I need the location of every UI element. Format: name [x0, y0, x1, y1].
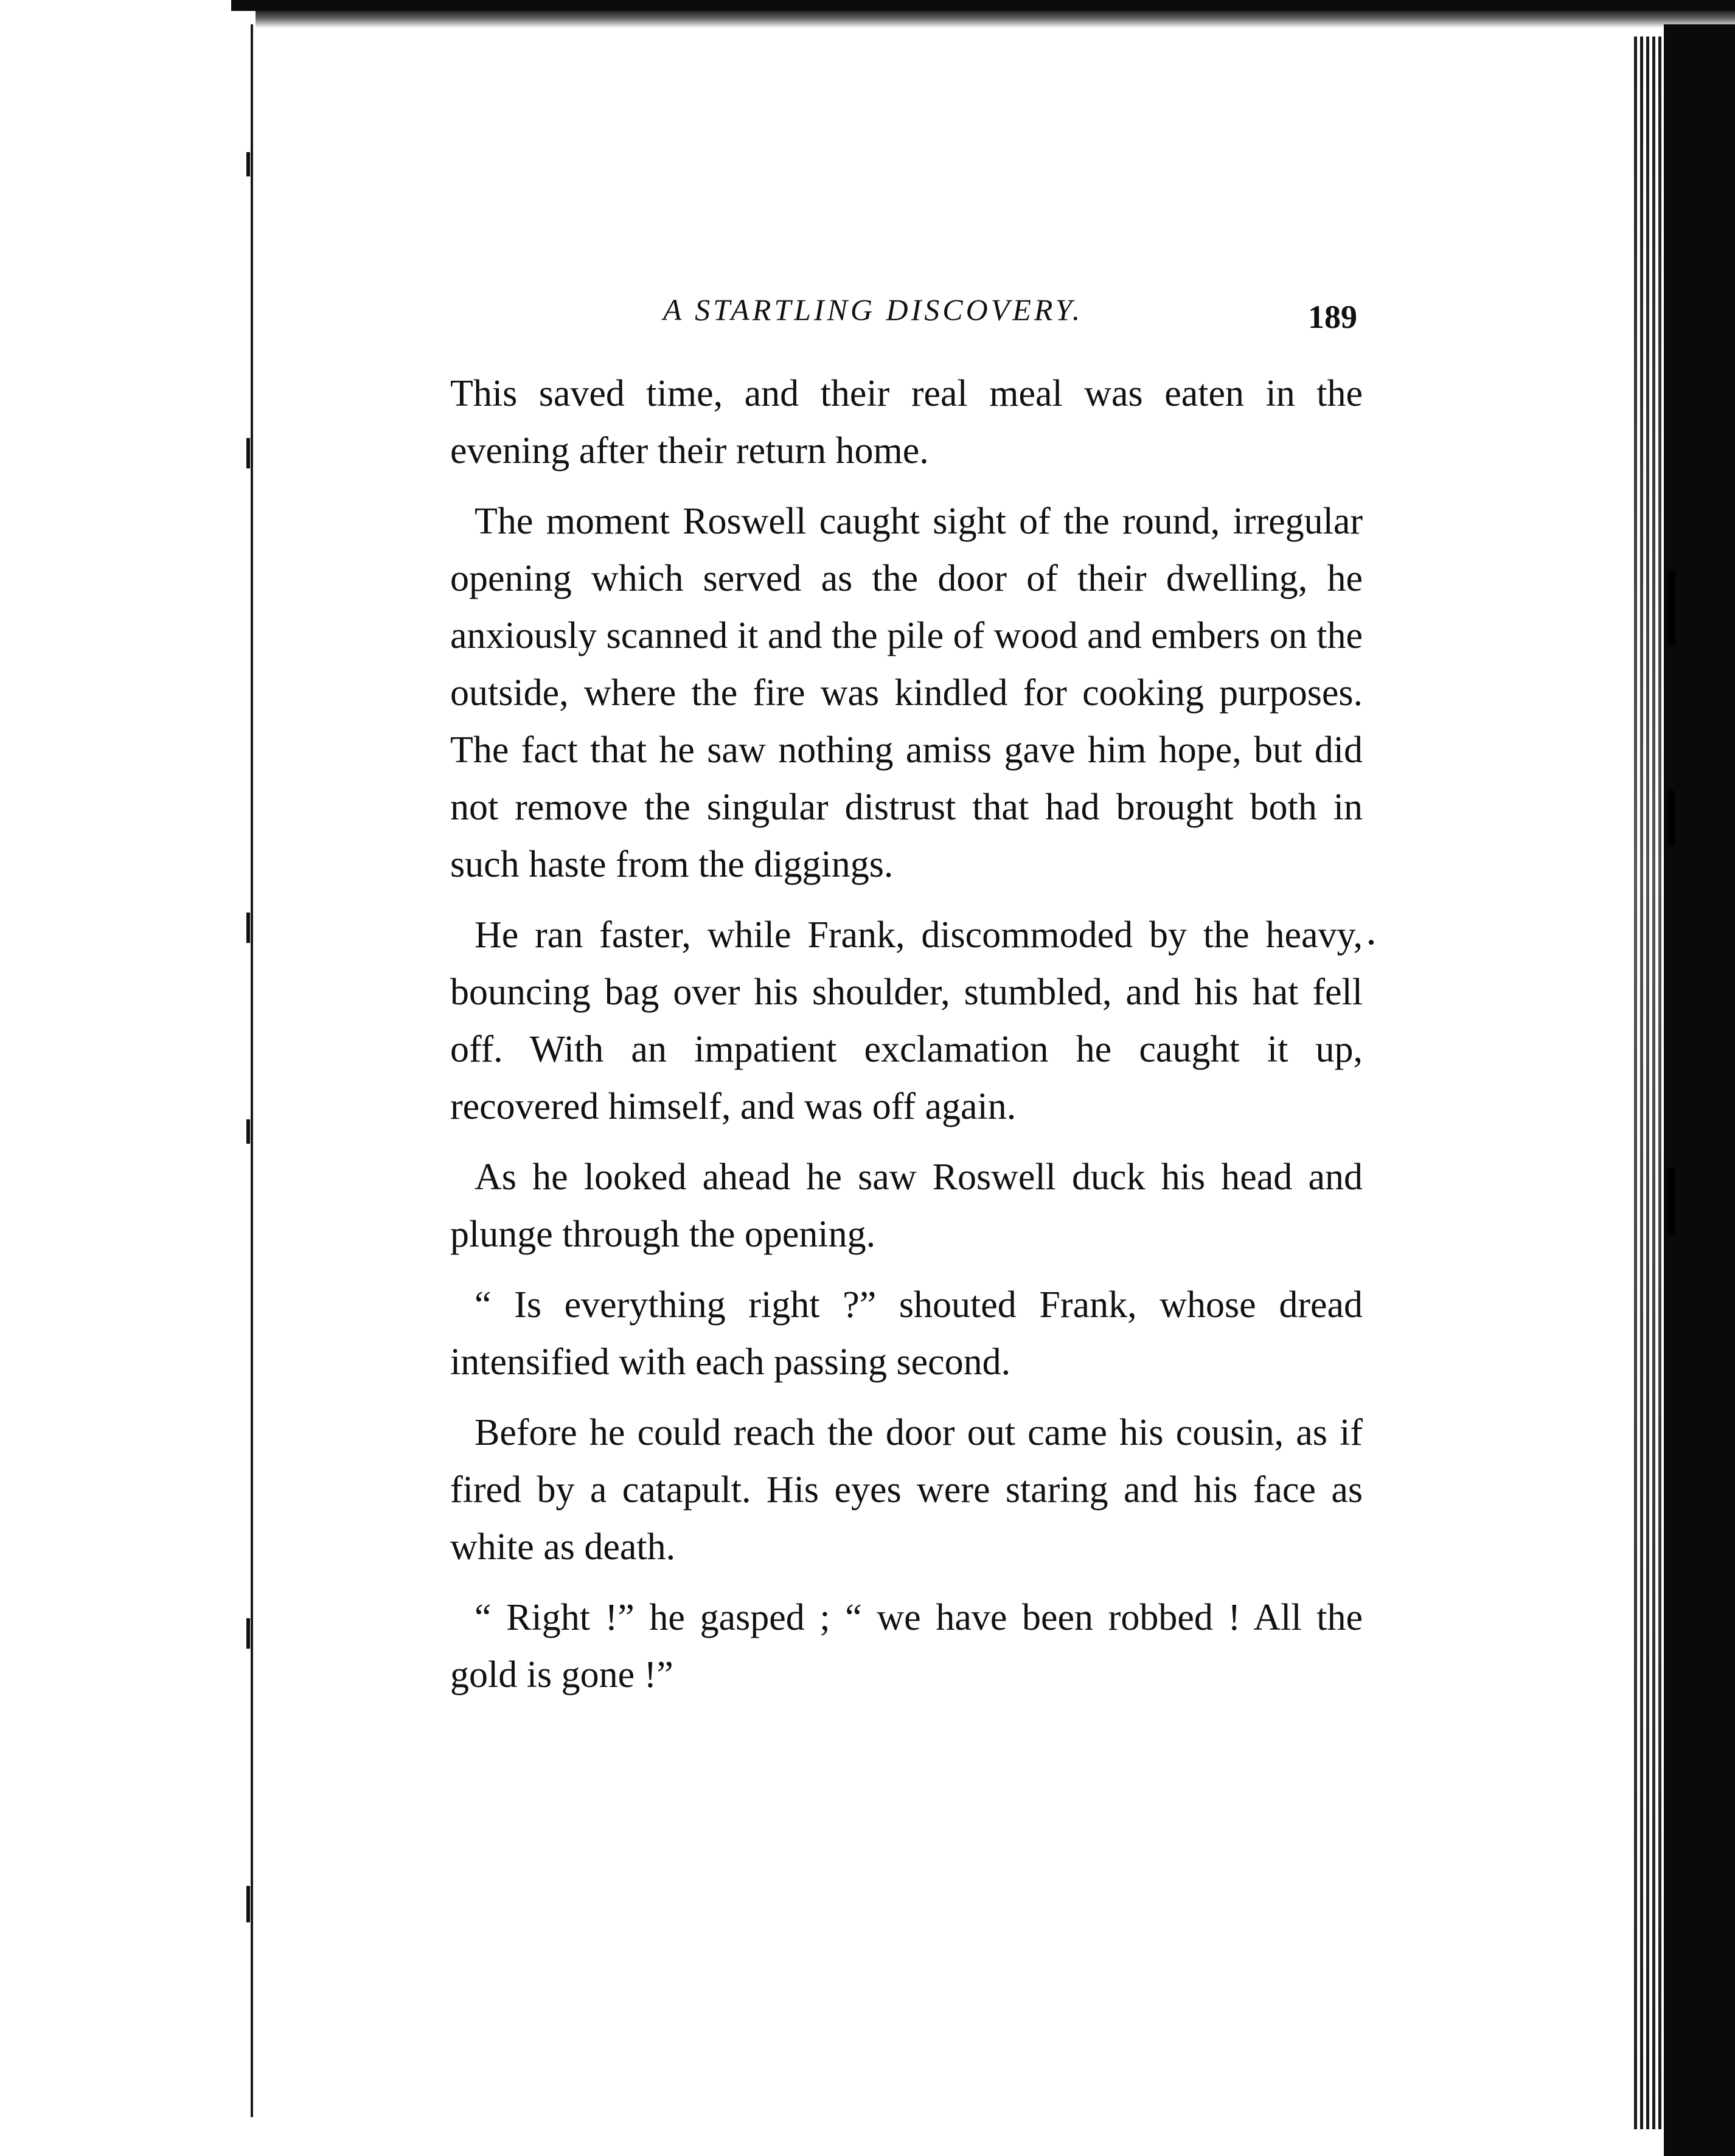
edge-tick: [1668, 572, 1675, 645]
stray-mark: [1369, 940, 1374, 945]
scan-top-shadow: [256, 11, 1735, 28]
edge-tick: [1668, 791, 1675, 846]
running-head: A STARTLING DISCOVERY.: [663, 293, 1083, 327]
paragraph: He ran faster, while Frank, discommoded by the heavy, bouncing bag over his shoulder, stumbled, and his hat fell off. With an impatient exclamation he caught it up, recovered himself, and was off again.: [450, 914, 1363, 1127]
body-text: [450, 365, 1363, 1717]
page-edges-highlight: [1634, 37, 1666, 2129]
gutter-mark: [246, 1886, 250, 1922]
gutter-mark: [246, 438, 250, 468]
paragraph: Before he could reach the door out came his cousin, as if fired by a catapult. His eyes were staring and his face as white as death.: [450, 1412, 1363, 1568]
gutter-mark: [246, 152, 250, 176]
page-number: 189: [1308, 299, 1357, 335]
paragraph: The moment Roswell caught sight of the round, irregular opening which served as the door of their dwelling, he anxiously scanned it and the pile of wood and embers on the outside, where the fire was kindled for cooking purposes. The fact that he saw nothing amiss gave him hope, but did not remove the singular distrust that had brought both in such haste from the diggings.: [450, 501, 1363, 885]
edge-tick: [1668, 1168, 1675, 1235]
book-gutter-line: [251, 24, 253, 2117]
paragraph: “ Right !” he gasped ; “ we have been robbed ! All the gold is gone !”: [450, 1597, 1363, 1695]
gutter-mark: [246, 1618, 250, 1649]
gutter-mark: [246, 1119, 250, 1144]
page-content: [450, 268, 1375, 1910]
scan-top-border: [231, 0, 1735, 11]
paragraph: This saved time, and their real meal was eaten in the evening after their return home.: [450, 373, 1363, 471]
gutter-mark: [246, 913, 250, 943]
paragraph: “ Is everything right ?” shouted Frank, whose dread intensified with each passing second.: [450, 1284, 1363, 1383]
scan-right-border: [1664, 24, 1735, 2156]
paragraph: As he looked ahead he saw Roswell duck his head and plunge through the opening.: [450, 1156, 1363, 1255]
